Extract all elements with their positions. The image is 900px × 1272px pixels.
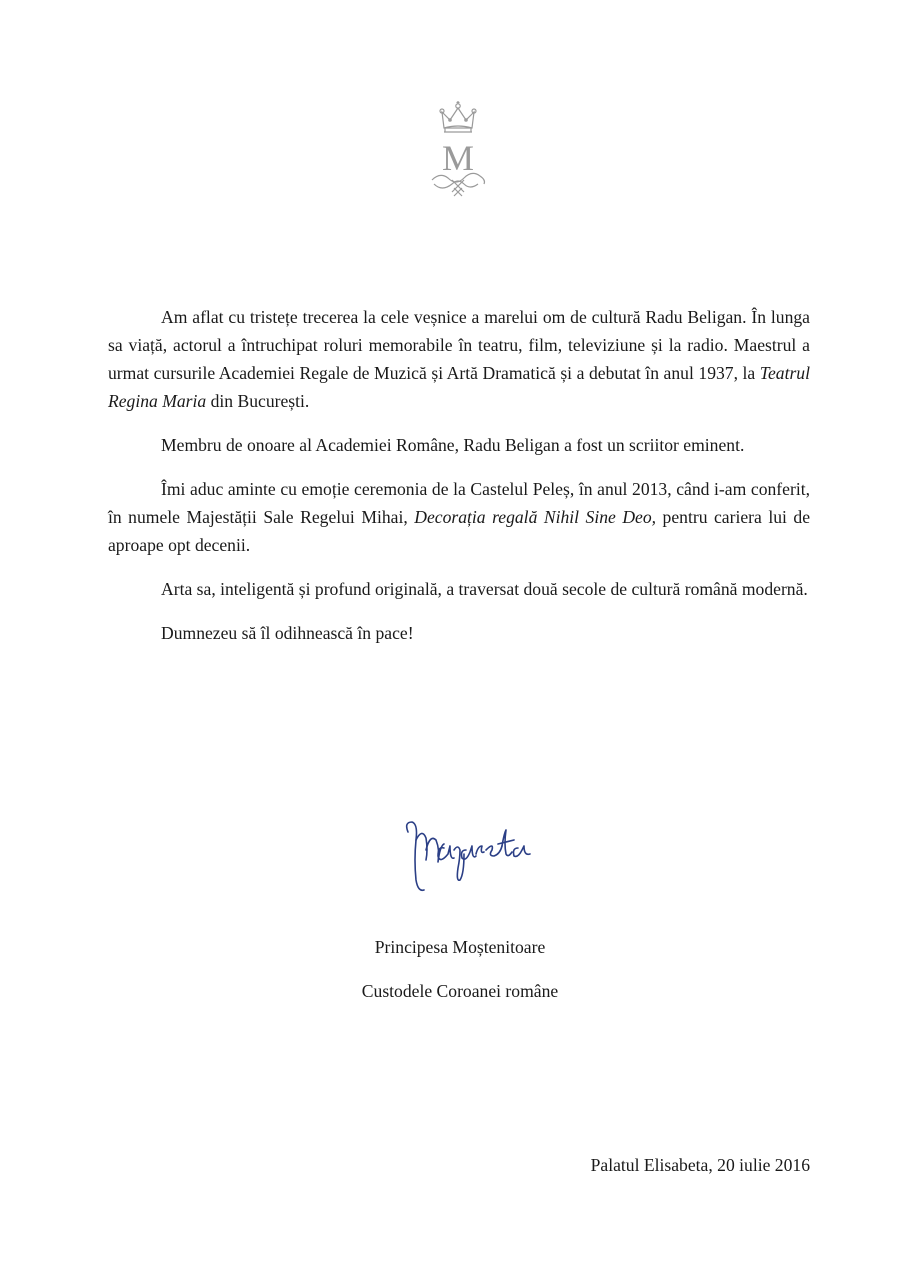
paragraph-2: Membru de onoare al Academiei Române, Radu Beligan a fost un scriitor eminent. [161,435,745,455]
paragraph-3: Îmi aduc aminte cu emoție ceremonia de la Castelul Peleș, în anul 2013, când i-am conferit, în numele Majestății Sale Regelui Mihai, Decorația regală Nihil Sine Deo, pentru cariera lui de aproape opt decenii. [108,479,811,555]
paragraph-5: Dumnezeu să îl odihnească în pace! [161,623,414,643]
theatre-name: Teatrul Regina Maria [108,363,810,411]
royal-crown-monogram-icon [426,98,490,200]
paragraph-1: Am aflat cu tristețe trecerea la cele veșnice a marelui om de cultură Radu Beligan. În lunga sa viață, actorul a întruchipat roluri memorabile în teatru, film, televiziune și la radio. Maestrul a urmat cursurile Academiei Regale de Muzică și Artă Dramatică și a debutat în anul 1937, la Teatrul Regina Maria din București. [108,307,810,411]
handwritten-signature [398,810,548,898]
decoration-name: Decorația regală Nihil Sine Deo, [414,507,657,527]
signer-title: Principesa Moștenitoare [374,937,546,957]
paragraph-4: Arta sa, inteligentă și profund originală, a traversat două secole de cultură română modernă. [161,579,808,599]
place-date: Palatul Elisabeta, 20 iulie 2016 [590,1155,810,1175]
signer-role: Custodele Coroanei române [361,981,559,1001]
monogram-letter: M [441,138,475,178]
letter-body [108,303,810,663]
